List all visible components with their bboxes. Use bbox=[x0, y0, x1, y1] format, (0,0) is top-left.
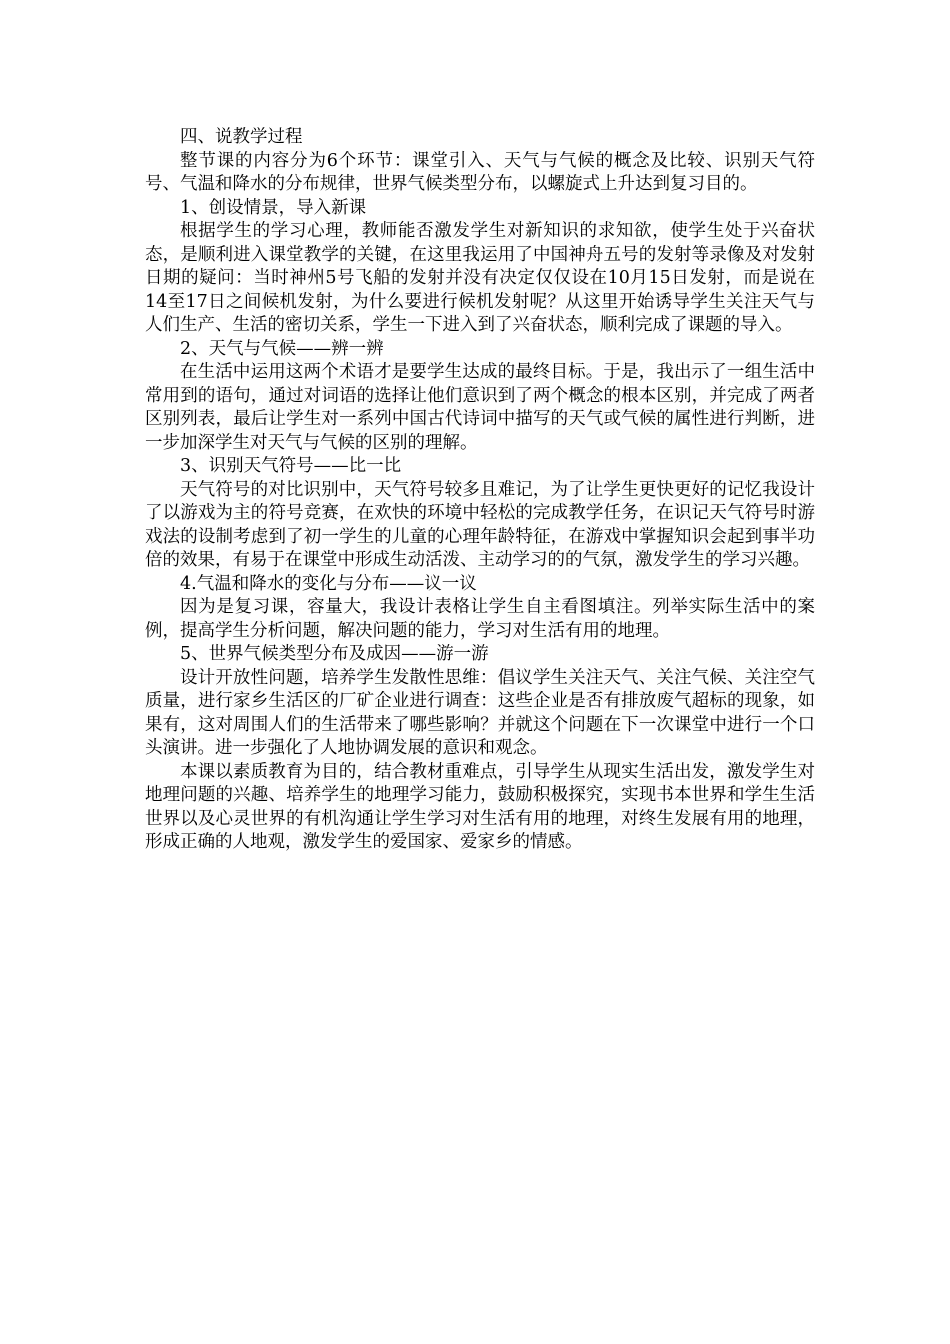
intro-paragraph: 整节课的内容分为6个环节：课堂引入、天气与气候的概念及比较、识别天气符号、气温和降水的分布规律，世界气候类型分布，以螺旋式上升达到复习目的。 bbox=[145, 150, 815, 194]
step-1-heading: 1、创设情景，导入新课 bbox=[180, 197, 367, 218]
step-3-heading: 3、识别天气符号——比一比 bbox=[180, 456, 402, 476]
section-title: 四、说教学过程 bbox=[180, 127, 303, 147]
step-5-heading: 5、世界气候类型分布及成因——游一游 bbox=[180, 644, 489, 664]
step-1-body: 根据学生的学习心理，教师能否激发学生对新知识的求知欲，使学生处于兴奋状态，是顺利进入课堂教学的关键，在这里我运用了中国神舟五号的发射等录像及对发射日期的疑问：当时神州5号飞船的发射并没有决定仅仅设在10月15日发射，而是说在14至17日之间候机发射，为什么要进行候机发射呢？从这里开始诱导学生关注天气与人们生产、生活的密切关系，学生一下进入到了兴奋状态，顺利完成了课题的导入。 bbox=[145, 221, 815, 335]
step-2-body: 在生活中运用这两个术语才是要学生达成的最终目标。于是，我出示了一组生活中常用到的语句，通过对词语的选择让他们意识到了两个概念的根本区别，并完成了两者区别列表，最后让学生对一系列中国古代诗词中描写的天气或气候的属性进行判断，进一步加深学生对天气与气候的区别的理解。 bbox=[145, 362, 815, 453]
step-2-heading: 2、天气与气候——辨一辨 bbox=[180, 338, 384, 359]
document-page bbox=[145, 126, 815, 855]
step-4-body: 因为是复习课，容量大，我设计表格让学生自主看图填注。列举实际生活中的案例，提高学生分析问题，解决问题的能力，学习对生活有用的地理。 bbox=[145, 597, 815, 641]
conclusion-paragraph: 本课以素质教育为目的，结合教材重难点，引导学生从现实生活出发，激发学生对地理问题的兴趣、培养学生的地理学习能力，鼓励积极探究，实现书本世界和学生生活世界以及心灵世界的有机沟通让学生学习对生活有用的地理，对终生发展有用的地理，形成正确的人地观，激发学生的爱国家、爱家乡的情感。 bbox=[145, 761, 815, 852]
step-4-heading: 4.气温和降水的变化与分布——议一议 bbox=[180, 573, 477, 594]
step-3-body: 天气符号的对比识别中，天气符号较多且难记，为了让学生更快更好的记忆我设计了以游戏为主的符号竞赛，在欢快的环境中轻松的完成教学任务，在识记天气符号时游戏法的设制考虑到了初一学生的儿童的心理年龄特征，在游戏中掌握知识会起到事半功倍的效果，有易于在课堂中形成生动活泼、主动学习的的气氛，激发学生的学习兴趣。 bbox=[145, 479, 815, 570]
step-5-body: 设计开放性问题，培养学生发散性思维：倡议学生关注天气、关注气候、关注空气质量，进行家乡生活区的厂矿企业进行调查：这些企业是否有排放废气超标的现象，如果有，这对周围人们的生活带来了哪些影响？并就这个问题在下一次课堂中进行一个口头演讲。进一步强化了人地协调发展的意识和观念。 bbox=[145, 667, 815, 758]
